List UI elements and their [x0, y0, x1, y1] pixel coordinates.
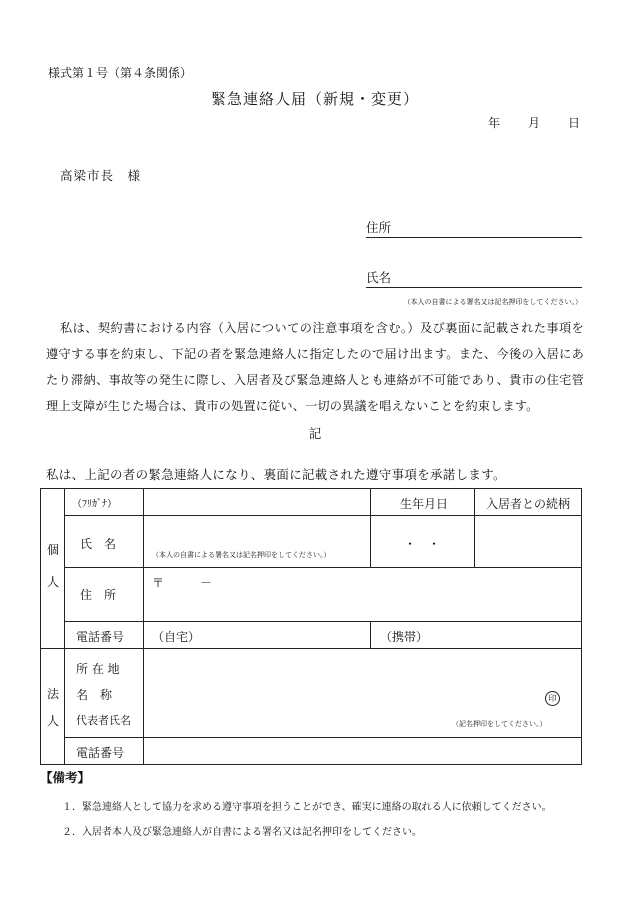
- form-number: 様式第１号（第４条関係）: [48, 66, 193, 80]
- applicant-name-label: 氏名: [366, 270, 392, 285]
- corp-label-2: 人: [47, 714, 60, 728]
- applicant-sign-note: （本人の自書による署名又は記名押印をしてください。）: [403, 298, 582, 306]
- individual-label-2: 人: [47, 575, 60, 589]
- document-title: 緊急連絡人届（新規・変更）: [210, 90, 419, 108]
- phone-label: 電話番号: [76, 630, 125, 644]
- address-label: 住 所: [80, 588, 117, 602]
- furigana-label: （ﾌﾘｶﾞﾅ）: [72, 499, 117, 510]
- relation-header: 入居者との続柄: [486, 497, 571, 511]
- furigana-input[interactable]: [144, 489, 369, 515]
- applicant-name-field[interactable]: [366, 268, 582, 288]
- home-phone-input[interactable]: （自宅）: [152, 630, 201, 644]
- name-label: 氏 名: [80, 537, 117, 551]
- emergency-contact-table: [40, 488, 582, 764]
- postal-code-input[interactable]: 〒 －: [152, 576, 213, 590]
- declaration-text: 私は、契約書における内容（入居についての注意事項を含む。）及び裏面に記載された事項を遵守する事を約束し、下記の者を緊急連絡人に指定したので届け出ます。また、今後の入居にあたり滞納、事故等の発生に際し、入居者及び緊急連絡人とも連絡が不可能であり、貴市の住宅管理上支障が生じた場合は、貴市の処置に従い、一切の異議を唱えないことを約束します。: [46, 321, 584, 413]
- relation-input[interactable]: [475, 516, 581, 567]
- corp-label-1: 法: [47, 687, 60, 701]
- applicant-address-field[interactable]: [366, 218, 582, 238]
- corp-phone-label: 電話番号: [76, 746, 125, 760]
- representative-name-label: 代表者氏名: [76, 714, 131, 727]
- location-label: 所 在 地: [76, 662, 120, 676]
- remark-item-2: ２．入居者本人及び緊急連絡人が自書による署名又は記名押印をしてください。: [62, 827, 422, 838]
- mobile-phone-input[interactable]: （携帯）: [380, 630, 429, 644]
- seal-note: （記名押印をしてください。）: [452, 720, 547, 728]
- remarks-title: 【備考】: [40, 770, 91, 785]
- seal-mark: 印: [545, 691, 560, 706]
- consent-text: 私は、上記の者の緊急連絡人になり、裏面に記載された遵守事項を承諾します。: [46, 467, 506, 482]
- name-sign-note: （本人の自書による署名又は記名押印をしてください。）: [152, 551, 331, 559]
- applicant-address-label: 住所: [366, 220, 392, 235]
- date-line: [488, 114, 580, 131]
- birthdate-header: 生年月日: [400, 497, 449, 511]
- date-year: 年: [487, 116, 500, 130]
- date-month: 月: [527, 116, 540, 130]
- ki-heading: 記: [308, 426, 322, 441]
- birthdate-input[interactable]: ・ ・: [404, 537, 441, 551]
- remark-item-1: １．緊急連絡人として協力を求める遵守事項を担うことができ、確実に連絡の取れる人に依頼してください。: [62, 802, 552, 813]
- corp-name-label: 名 称: [76, 688, 113, 702]
- date-day: 日: [567, 116, 580, 130]
- individual-label-1: 個: [47, 543, 60, 557]
- addressee: 高梁市長 様: [60, 168, 142, 183]
- corp-phone-input[interactable]: [144, 738, 581, 764]
